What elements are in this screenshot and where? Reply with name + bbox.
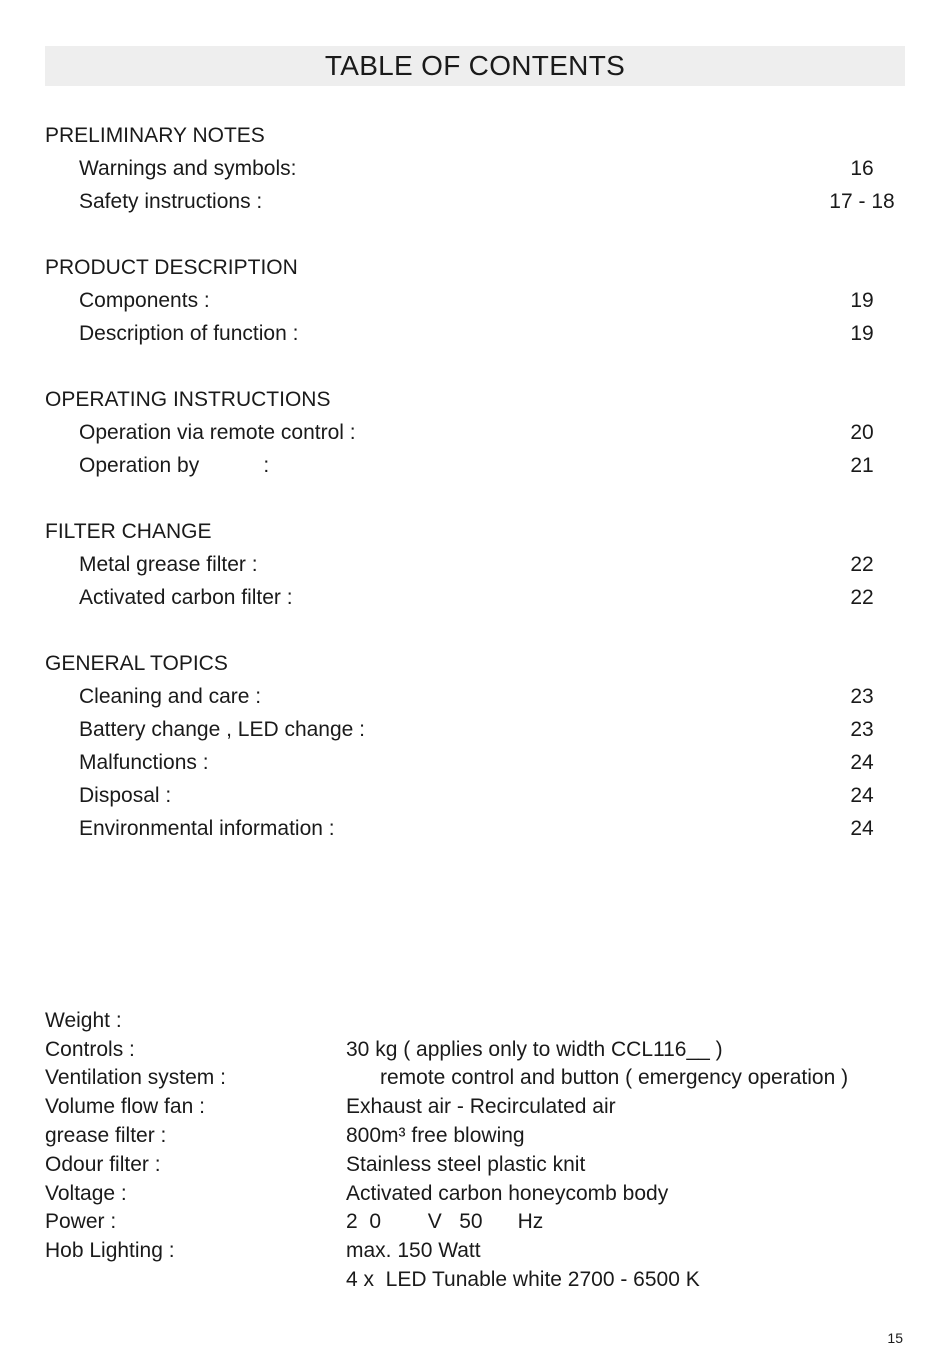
section-title: PRELIMINARY NOTES <box>45 124 265 147</box>
toc-entry <box>45 152 905 185</box>
spec-value: Stainless steel plastic knit <box>346 1152 586 1176</box>
spec-key: Odour filter : <box>45 1152 161 1176</box>
toc-section <box>45 119 905 218</box>
toc-entry-label: Safety instructions : <box>79 190 263 213</box>
section-title: PRODUCT DESCRIPTION <box>45 256 298 279</box>
toc-title-bar <box>45 46 905 86</box>
spec-value: 2 0 V 50 Hz <box>346 1210 544 1234</box>
toc-entry-label: Disposal : <box>79 784 172 807</box>
table-of-contents <box>45 119 905 878</box>
toc-entry-label: Operation by : <box>79 454 270 477</box>
toc-entry-page: 22 <box>850 586 874 609</box>
spec-value: max. 150 Watt <box>346 1239 481 1263</box>
spec-value: Activated carbon honeycomb body <box>346 1181 669 1205</box>
toc-entry-page: 23 <box>850 718 874 741</box>
toc-entry <box>45 581 905 614</box>
spec-key: Hob Lighting : <box>45 1239 175 1263</box>
spec-value: 30 kg ( applies only to width CCL116__ ) <box>346 1037 723 1061</box>
toc-entry <box>45 416 905 449</box>
toc-entry-label: Description of function : <box>79 322 299 345</box>
toc-entry <box>45 680 905 713</box>
toc-section <box>45 383 905 482</box>
spec-key: grease filter : <box>45 1123 167 1147</box>
toc-entry <box>45 449 905 482</box>
toc-entry-page: 19 <box>850 289 874 312</box>
toc-entry-page: 21 <box>850 454 874 477</box>
toc-entry-page: 24 <box>850 817 874 840</box>
section-title: GENERAL TOPICS <box>45 652 228 675</box>
toc-section <box>45 515 905 614</box>
toc-section <box>45 647 905 845</box>
toc-entry <box>45 284 905 317</box>
toc-entry-page: 20 <box>850 421 874 444</box>
toc-entry <box>45 779 905 812</box>
technical-specs <box>45 978 905 1291</box>
toc-entry-page: 19 <box>850 322 874 345</box>
spec-value: 800m³ free blowing <box>346 1123 525 1147</box>
page-title: TABLE OF CONTENTS <box>324 50 626 81</box>
toc-entry-page: 24 <box>850 784 874 807</box>
page-number: 15 <box>887 1330 903 1346</box>
toc-entry-page: 23 <box>850 685 874 708</box>
toc-entry-label: Cleaning and care : <box>79 685 262 708</box>
toc-entry <box>45 812 905 845</box>
toc-entry-label: Environmental information : <box>79 817 335 840</box>
toc-entry-page: 22 <box>850 553 874 576</box>
section-title: OPERATING INSTRUCTIONS <box>45 388 331 411</box>
toc-entry <box>45 746 905 779</box>
toc-entry-label: Battery change , LED change : <box>79 718 366 741</box>
spec-key: Weight : <box>45 1008 122 1032</box>
spec-key: Voltage : <box>45 1181 127 1205</box>
toc-entry <box>45 713 905 746</box>
spec-value: Exhaust air - Recirculated air <box>346 1095 616 1119</box>
spec-key: Ventilation system : <box>45 1066 226 1090</box>
toc-entry-page: 16 <box>850 157 874 180</box>
toc-entry <box>45 185 905 218</box>
spec-key: Volume flow fan : <box>45 1095 205 1119</box>
toc-entry <box>45 317 905 350</box>
toc-entry-page: 24 <box>850 751 874 774</box>
toc-entry-label: Warnings and symbols: <box>79 157 297 180</box>
toc-entry-label: Metal grease filter : <box>79 553 258 576</box>
toc-entry-page: 17 - 18 <box>829 190 895 213</box>
toc-entry-label: Malfunctions : <box>79 751 209 774</box>
toc-entry <box>45 548 905 581</box>
toc-section <box>45 251 905 350</box>
section-title: FILTER CHANGE <box>45 520 212 543</box>
toc-entry-label: Operation via remote control : <box>79 421 356 444</box>
spec-key: Power : <box>45 1210 117 1234</box>
toc-entry-label: Components : <box>79 289 210 312</box>
spec-key: Controls : <box>45 1037 135 1061</box>
toc-entry-label: Activated carbon filter : <box>79 586 293 609</box>
spec-value: 4 x LED Tunable white 2700 - 6500 K <box>346 1267 700 1291</box>
spec-value: remote control and button ( emergency operation ) <box>380 1066 849 1090</box>
